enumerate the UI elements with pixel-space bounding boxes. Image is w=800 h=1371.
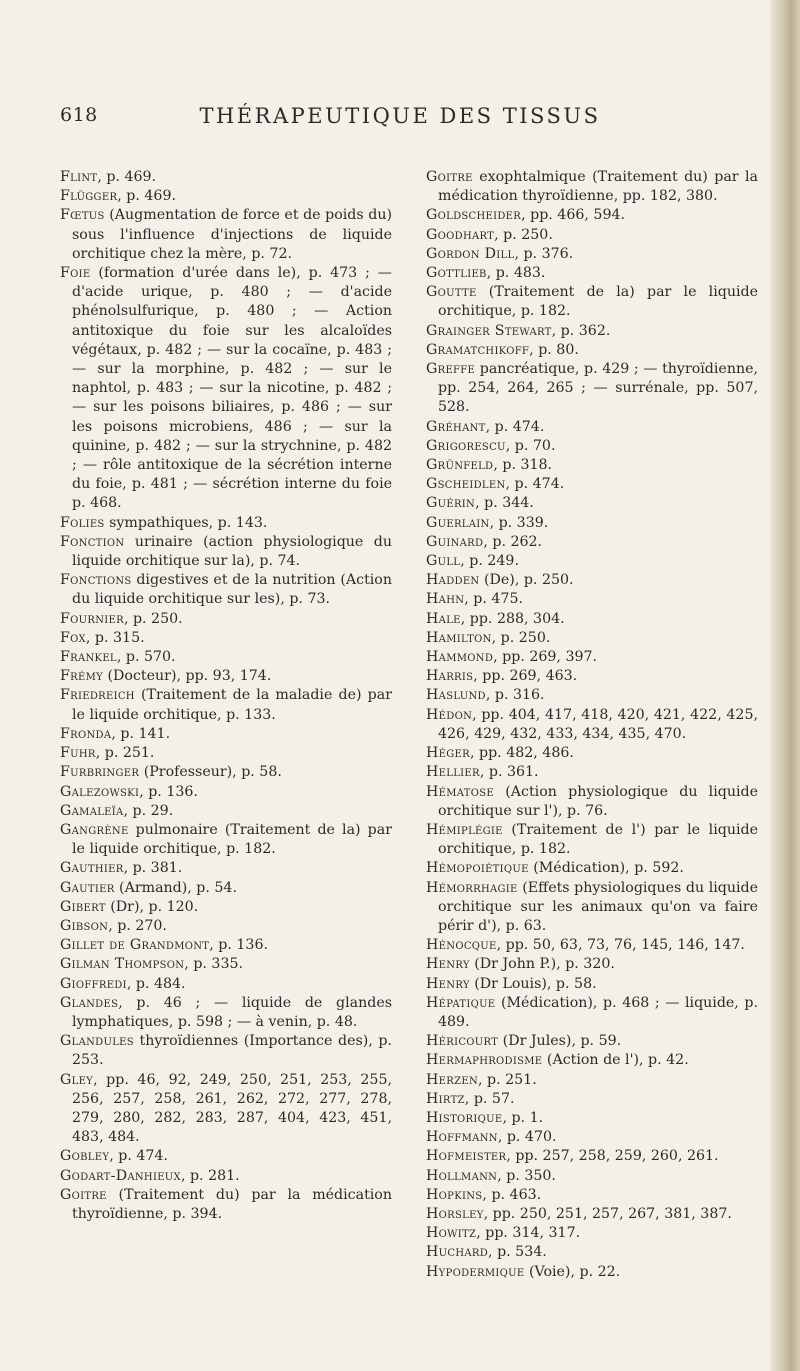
index-headword: Grainger Stewart [426,322,552,339]
index-headword: Héricourt [426,1033,499,1050]
index-headword: Gibert [60,898,106,915]
index-reference: (Dr Louis), p. 58. [469,975,597,992]
index-reference: , pp. 50, 63, 73, 76, 145, 146, 147. [496,937,745,954]
index-reference: , pp. 250, 251, 257, 267, 381, 387. [483,1205,732,1222]
index-entry [60,1071,392,1148]
index-reference: , p. 251. [478,1071,537,1088]
index-headword: Gautier [60,879,115,896]
index-entry [60,1147,392,1166]
index-headword: Glandules [60,1033,134,1050]
index-reference: , p. 281. [180,1167,240,1184]
index-headword: Grigorescu [426,437,506,454]
index-reference: , p. 570. [116,649,176,666]
index-reference: , p. 270. [108,917,167,934]
index-entry [60,859,392,878]
index-headword: Hadden [426,572,480,589]
index-reference: , p. 335. [184,956,244,973]
index-reference: urinaire (action physiologique du liquide orchitique sur la), p. 74. [72,533,392,570]
index-entry [426,936,758,955]
index-headword: Gangrène [60,821,129,838]
index-entry [60,725,392,744]
index-entry [426,955,758,974]
index-entry [426,1032,758,1051]
index-entry [60,763,392,782]
index-headword: Hopkins [426,1186,483,1203]
index-entry [60,821,392,859]
index-entry [60,686,392,724]
index-headword: Hirtz [426,1090,465,1107]
index-entry [426,1263,758,1282]
index-reference: (Médication), p. 592. [528,860,684,877]
index-entry [426,1147,758,1166]
index-headword: Hammond [426,649,494,666]
index-reference: , p. 484. [126,975,186,992]
index-entry [426,763,758,782]
index-entry [426,975,758,994]
index-entry [60,898,392,917]
index-reference: , p. 57. [464,1090,515,1107]
index-reference: , p. 46 ; — liquide de glandes lymphatiques, p. 598 ; — à venin, p. 48. [72,994,392,1030]
index-entry [426,1109,758,1128]
index-entry [426,533,758,552]
index-headword: Hofmeister [426,1148,507,1165]
index-entry [426,437,758,456]
index-entry [426,168,758,206]
index-reference: , p. 251. [95,745,155,762]
index-headword: Gscheidlen [426,476,506,493]
index-headword: Guérin [426,495,476,512]
index-headword: Goldscheider [426,207,522,224]
index-entry [60,955,392,974]
index-reference: (Action physiologique du liquide orchitique sur l'), p. 76. [438,783,758,819]
index-entry [426,1071,758,1090]
index-entry [60,667,392,686]
index-reference: , p. 250. [491,629,551,646]
index-entry [426,226,758,245]
index-headword: Fonctions [60,572,132,589]
index-entry [426,322,758,341]
index-reference: (Docteur), pp. 93, 174. [103,668,272,685]
index-headword: Henry [426,975,470,992]
index-entry [426,494,758,513]
index-entry [60,187,392,206]
index-reference: , p. 318. [493,457,553,474]
index-headword: Fœtus [60,207,105,224]
index-reference: , p. 376. [514,245,574,262]
index-entry [60,571,392,609]
index-entry [426,686,758,705]
index-reference: pulmonaire (Traitement de la) par le liquide orchitique, p. 182. [72,821,392,858]
index-reference: thyroïdiennes (Importance des), p. 253. [72,1033,392,1069]
index-reference: (Dr John P.), p. 320. [469,956,615,973]
index-entry [426,744,758,763]
index-headword: Gobley [60,1148,110,1165]
index-headword: Historique [426,1109,503,1126]
index-headword: Hépatique [426,994,496,1011]
index-entry [426,859,758,878]
index-reference: , p. 136. [139,783,198,800]
index-entry [426,1243,758,1262]
index-entry [60,879,392,898]
index-reference: , p. 250. [123,610,183,627]
index-reference: (Armand), p. 54. [114,879,237,896]
index-reference: , p. 29. [123,802,174,819]
index-headword: Gilman Thompson [60,956,185,973]
index-headword: Grünfeld [426,457,494,474]
page-edge [770,0,800,1371]
index-reference: (Dr), p. 120. [105,898,199,915]
index-headword: Gauthier [60,860,124,877]
index-reference: (Traitement de la) par le liquide orchitique, p. 182. [438,284,758,320]
index-entry [426,821,758,859]
index-reference: (Traitement de l') par le liquide orchitique, p. 182. [438,821,758,858]
index-entry [426,994,758,1032]
index-entry [426,1205,758,1224]
index-reference: pancréatique, p. 429 ; — thyroïdienne, pp. 254, 264, 265 ; — surrénale, pp. 507, 528. [438,361,758,416]
index-headword: Haslund [426,687,486,704]
index-headword: Furbringer [60,764,140,781]
index-entry [60,994,392,1032]
index-entry [426,879,758,937]
index-entry [426,283,758,321]
index-reference: , pp. 314, 317. [476,1225,581,1242]
index-reference: , p. 463. [482,1186,542,1203]
index-entry [426,360,758,418]
index-headword: Hémopoiétique [426,860,529,877]
index-entry [426,1224,758,1243]
index-reference: , p. 483. [486,265,546,282]
index-reference: (Médication), p. 468 ; — liquide, p. 489. [438,994,758,1030]
index-entry [60,206,392,264]
index-reference: , pp. 466, 594. [521,207,626,224]
index-entry [426,1128,758,1147]
index-headword: Hématose [426,783,495,800]
index-headword: Gottlieb [426,265,487,282]
index-reference: , p. 474. [109,1148,168,1165]
index-reference: , pp. 269, 397. [493,649,598,666]
index-entry [60,514,392,533]
index-entry [60,917,392,936]
index-entry [426,418,758,437]
index-entry [426,475,758,494]
index-reference: (Voie), p. 22. [524,1263,621,1280]
index-entry [426,590,758,609]
index-headword: Hoffmann [426,1129,498,1146]
index-reference: , pp. 404, 417, 418, 420, 421, 422, 425, 426, 429, 432, 433, 434, 435, 470. [438,706,758,742]
index-headword: Fournier [60,610,124,627]
page-number: 618 [60,104,98,126]
index-reference: , p. 250. [494,226,553,243]
index-reference: , p. 361. [479,764,539,781]
index-headword: Flügger [60,188,118,205]
index-reference: , p. 316. [485,687,545,704]
index-headword: Friedreich [60,687,135,704]
index-reference: , pp. 288, 304. [460,610,565,627]
index-reference: , p. 475. [464,591,523,608]
index-headword: Herzen [426,1071,478,1088]
index-reference: , pp. 482, 486. [470,745,574,762]
index-headword: Folies [60,514,105,531]
index-headword: Guinard [426,533,484,550]
index-headword: Gillet de Grandmont [60,937,210,954]
index-entry [426,648,758,667]
index-headword: Flint [60,169,98,185]
index-headword: Gull [426,553,461,570]
index-entry [426,264,758,283]
index-headword: Hémiplégie [426,821,503,838]
index-headword: Gibson [60,917,109,934]
index-entry [426,629,758,648]
index-headword: Fonction [60,533,125,550]
index-entry [60,610,392,629]
index-reference: , p. 534. [488,1244,547,1261]
index-headword: Gramatchikoff [426,341,530,358]
index-headword: Hahn [426,591,465,608]
index-entry [426,456,758,475]
index-headword: Gordon Dill [426,245,515,262]
index-reference: , p. 381. [123,860,183,877]
index-headword: Hénocque [426,937,497,954]
index-reference: (Effets physiologiques du liquide orchitique sur les animaux qu'on va faire périr d'), p. 63. [438,879,758,934]
index-reference: , p. 141. [111,725,171,742]
index-headword: Hamilton [426,629,492,646]
index-headword: Gamaleïa [60,802,124,819]
index-entry [426,245,758,264]
index-entry [426,706,758,744]
index-reference: , p. 80. [529,341,579,358]
index-reference: , p. 1. [502,1109,544,1126]
index-entry [60,264,392,514]
index-headword: Galezowski [60,783,140,800]
index-headword: Howitz [426,1225,477,1242]
index-entry [426,1186,758,1205]
index-headword: Hypodermique [426,1263,525,1280]
index-reference: , p. 470. [497,1129,557,1146]
index-reference: , pp. 269, 463. [473,668,578,685]
index-reference: , p. 249. [460,553,519,570]
index-reference: (De), p. 250. [479,572,574,589]
index-headword: Fronda [60,725,112,742]
index-reference: , p. 362. [551,322,611,339]
index-entry [60,1167,392,1186]
index-reference: , p. 474. [485,418,545,435]
index-entry [60,533,392,571]
index-reference: (Professeur), p. 58. [139,764,282,781]
index-entry [426,1167,758,1186]
index-entry [426,514,758,533]
index-entry [426,341,758,360]
index-headword: Frémy [60,668,104,685]
index-reference: , p. 344. [475,495,534,512]
index-reference: digestives et de la nutrition (Action du liquide orchitique sur les), p. 73. [72,572,392,608]
index-reference: , p. 315. [85,629,145,646]
index-headword: Foie [60,265,91,282]
index-headword: Henry [426,956,470,973]
index-headword: Goutte [426,284,477,301]
index-entry [426,552,758,571]
index-entry [426,783,758,821]
index-entry [60,1032,392,1070]
running-title: THÉRAPEUTIQUE DES TISSUS [199,104,601,128]
index-entry [60,744,392,763]
index-entry [426,206,758,225]
index-entry [60,168,392,187]
index-headword: Horsley [426,1205,484,1222]
index-headword: Glandes [60,994,119,1011]
index-reference: (Dr Jules), p. 59. [498,1033,622,1050]
index-entry [60,936,392,955]
index-reference: , p. 474. [505,476,565,493]
index-reference: , p. 350. [497,1167,556,1184]
index-reference: (Traitement de la maladie de) par le liquide orchitique, p. 133. [72,687,392,723]
index-column-left [60,168,392,1224]
index-entry [426,571,758,590]
index-entry [426,1090,758,1109]
index-reference: (Traitement du) par la médication thyroïdienne, p. 394. [72,1186,392,1222]
index-headword: Hale [426,610,461,627]
index-headword: Goitre [426,169,473,185]
index-reference: , p. 339. [489,514,549,531]
index-entry [426,667,758,686]
index-reference: , p. 136. [209,937,268,954]
index-entry [60,783,392,802]
index-reference: , p. 262. [483,533,543,550]
index-headword: Fuhr [60,745,96,762]
index-reference: , p. 469. [97,169,157,185]
index-entry [60,629,392,648]
index-headword: Hermaphrodisme [426,1052,543,1069]
index-headword: Goitre [60,1186,107,1203]
index-headword: Hollmann [426,1167,498,1184]
index-column-right [426,168,758,1282]
index-reference: (Augmentation de force et de poids du) sous l'influence d'injections de liquide orchitique chez la mère, p. 72. [72,207,392,262]
index-reference: , pp. 46, 92, 249, 250, 251, 253, 255, 256, 257, 258, 261, 262, 272, 277, 278, 279, 280, 282, 283, 287, 404, 423, 451, 483, 484. [72,1071,392,1146]
index-reference: (formation d'urée dans le), p. 473 ; — d'acide urique, p. 480 ; — d'acide phénolsulfurique, p. 480 ; — Action antitoxique du foie sur les alcaloïdes végétaux, p. 482 ; — sur la cocaïne, p. 483 ; — sur la morphine, p. 482 ; — sur le naphtol, p. 483 ; — sur la nicotine, p. 482 ; — sur les poisons biliaires, p. 486 ; — sur les poisons microbiens, 486 ; — sur la quinine, p. 482 ; — sur la strychnine, p. 482 ; — rôle antitoxique de la sécrétion interne du foie, p. 481 ; — sécrétion interne du foie p. 468. [72,265,392,512]
index-reference: exophtalmique (Traitement du) par la médication thyroïdienne, pp. 182, 380. [438,169,758,205]
index-entry [60,648,392,667]
index-entry [60,802,392,821]
index-entry [60,1186,392,1224]
index-headword: Goodhart [426,226,495,243]
index-headword: Gioffredi [60,975,127,992]
index-entry [60,975,392,994]
index-headword: Héger [426,745,470,762]
index-reference: , pp. 257, 258, 259, 260, 261. [506,1148,719,1165]
index-headword: Gréhant [426,418,486,435]
index-reference: , p. 469. [117,188,176,205]
index-reference: , p. 70. [505,437,556,454]
index-headword: Huchard [426,1244,489,1261]
index-headword: Fox [60,629,86,646]
index-reference: (Action de l'), p. 42. [542,1052,689,1069]
index-headword: Hémorrhagie [426,879,518,896]
index-headword: Hédon [426,706,473,723]
index-entry [426,610,758,629]
index-headword: Harris [426,668,474,685]
index-headword: Guerlain [426,514,490,531]
index-headword: Hellier [426,764,480,781]
index-entry [426,1051,758,1070]
index-headword: Frankel [60,649,117,666]
index-headword: Godart-Danhieux [60,1167,181,1184]
index-headword: Greffe [426,361,476,378]
index-reference: sympathiques, p. 143. [104,514,268,531]
index-headword: Gley [60,1071,94,1088]
page-header [60,104,740,134]
